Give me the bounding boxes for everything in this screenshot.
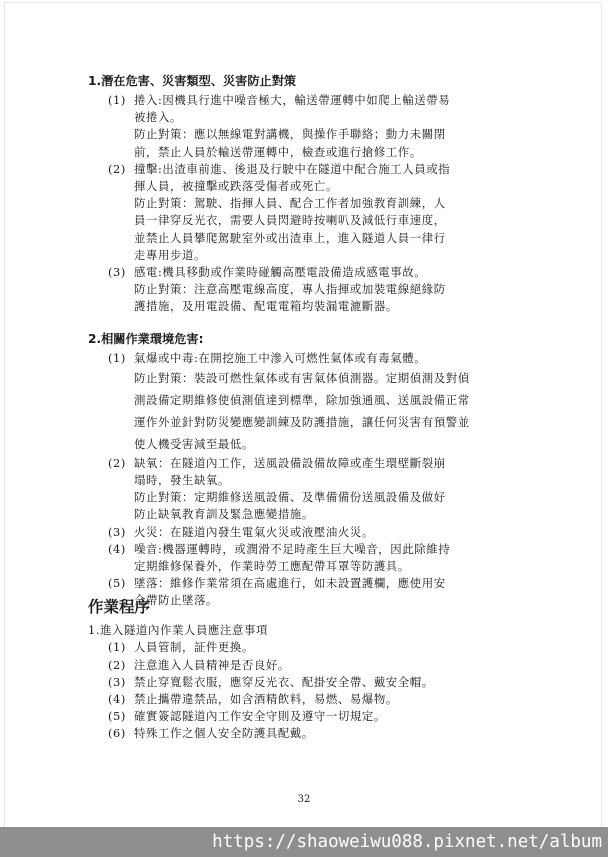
item-number: (2) bbox=[108, 161, 126, 176]
item-line: 注意進入人員精神是否良好。 bbox=[134, 657, 290, 672]
item-line: 員一律穿反光衣，需要人員閃避時按喇叭及減低行車速度， bbox=[134, 213, 446, 228]
list-item bbox=[88, 708, 528, 725]
list-item bbox=[88, 691, 528, 708]
list-item bbox=[88, 639, 528, 656]
item-number: (5) bbox=[108, 576, 126, 591]
page-number: 32 bbox=[297, 794, 311, 805]
item-number: (1) bbox=[108, 640, 126, 655]
item-line: 被捲入。 bbox=[134, 110, 182, 125]
item-line: 火災：在隧道內發生電氣火災或液壓油火災。 bbox=[134, 524, 374, 539]
item-line: 撞擊:出渣車前進、後退及行駛中在隧道中配合施工人員或指 bbox=[134, 161, 451, 176]
watermark-url: https://shaoweiwu088.pixnet.net/album bbox=[0, 827, 608, 857]
item-line: 並禁止人員攀爬駕駛室外或出渣車上，進入隧道人員一律行 bbox=[134, 230, 446, 245]
item-line: 氣爆或中毒:在開挖施工中滲入可燃性氣体或有毒氣體。 bbox=[134, 350, 427, 365]
procedure-section bbox=[88, 622, 528, 743]
section-1-list bbox=[88, 92, 528, 316]
list-item bbox=[88, 264, 528, 316]
document-body bbox=[88, 72, 528, 610]
item-line: 使人機受害減至最低。 bbox=[134, 436, 254, 451]
item-line: 揮人員，被撞擊或跌落受傷者或死亡。 bbox=[134, 179, 338, 194]
section-1-title: 1.潛在危害、災害類型、災害防止對策 bbox=[88, 74, 297, 88]
item-line: 捲入:因機具行進中噪音極大，輸送帶運轉中如爬上輸送帶易 bbox=[134, 93, 451, 107]
item-line: 缺氧：在隧道內工作，送風設備設備故障或產生環壁斷裂崩 bbox=[134, 455, 446, 470]
item-number: (5) bbox=[108, 709, 126, 724]
item-number: (2) bbox=[108, 657, 126, 672]
list-item bbox=[88, 524, 528, 541]
item-line: 測設備定期維修使偵測值達到標準，除加強通風、送風設備正常 bbox=[134, 392, 470, 407]
item-line: 防止對策：裝設可燃性氣体或有害氣体偵測器。定期偵測及對偵 bbox=[134, 370, 470, 385]
procedure-subtitle: 1.進入隧道內作業人員應注意事項 bbox=[88, 623, 268, 637]
item-number: (4) bbox=[108, 692, 126, 707]
item-line: 塌時，發生缺氧。 bbox=[134, 473, 230, 488]
list-item bbox=[88, 657, 528, 674]
item-number: (3) bbox=[108, 524, 126, 539]
list-item bbox=[88, 161, 528, 264]
item-line: 確實簽認隧道內工作安全守則及遵守一切規定。 bbox=[134, 709, 386, 724]
item-line: 感電:機具移動或作業時碰觸高壓電設備造成感電事故。 bbox=[134, 265, 427, 280]
item-number: (1) bbox=[108, 93, 126, 107]
item-line: 墜落：維修作業常須在高處進行，如未設置護欄，應使用安 bbox=[134, 576, 446, 591]
section-2-title: 2.相關作業環境危害: bbox=[88, 331, 204, 346]
item-line: 全帶防止墜落。 bbox=[134, 593, 218, 608]
item-line: 人員管制，証件更換。 bbox=[134, 640, 254, 655]
list-item bbox=[88, 725, 528, 742]
item-line: 防止對策：定期維修送風設備、及準備備份送風設備及做好 bbox=[134, 490, 446, 505]
item-line: 防止對策：注意高壓電線高度，專人指揮或加裝電線絕緣防 bbox=[134, 282, 446, 297]
list-item bbox=[88, 575, 528, 609]
procedure-list bbox=[88, 639, 528, 742]
item-line: 定期維修保養外，作業時勞工應配帶耳罩等防護具。 bbox=[134, 559, 410, 574]
procedure-heading: 作業程序 bbox=[88, 598, 151, 616]
item-number: (3) bbox=[108, 674, 126, 689]
item-line: 防止缺氧教育訓及緊急應變措施。 bbox=[134, 507, 314, 522]
list-item bbox=[88, 455, 528, 524]
list-item bbox=[88, 541, 528, 575]
item-line: 禁止穿寬鬆衣服，應穿反光衣、配掛安全帶、戴安全帽。 bbox=[134, 674, 434, 689]
item-line: 走專用步道。 bbox=[134, 247, 206, 262]
item-line: 防止對策：應以無線電對講機，與操作手聯絡；動力未關閉 bbox=[134, 127, 446, 142]
item-number: (4) bbox=[108, 541, 126, 556]
item-line: 特殊工作之個人安全防護具配戴。 bbox=[134, 726, 314, 741]
item-line: 噪音:機器運轉時，或潤滑不足時產生巨大噪音，因此除維持 bbox=[134, 541, 451, 556]
item-number: (2) bbox=[108, 455, 126, 470]
list-item bbox=[88, 350, 528, 455]
list-item bbox=[88, 92, 528, 161]
item-number: (3) bbox=[108, 265, 126, 280]
list-item bbox=[88, 674, 528, 691]
item-line: 禁止攜帶違禁品，如含酒精飲料，易燃、易爆物。 bbox=[134, 692, 398, 707]
item-line: 運作外並針對防災變應變訓練及防護措施，讓任何災害有預警並 bbox=[134, 414, 470, 429]
item-number: (6) bbox=[108, 726, 126, 741]
item-line: 護措施，及用電設備、配電電箱均裝漏電漉斷器。 bbox=[134, 299, 398, 314]
section-2-list bbox=[88, 350, 528, 610]
item-line: 前，禁止人員於輸送帶運轉中，檢查或進行搶修工作。 bbox=[134, 144, 422, 159]
item-line: 防止對策：駕駛、指揮人員、配合工作者加強教育訓練，人 bbox=[134, 196, 446, 211]
item-number: (1) bbox=[108, 350, 126, 365]
